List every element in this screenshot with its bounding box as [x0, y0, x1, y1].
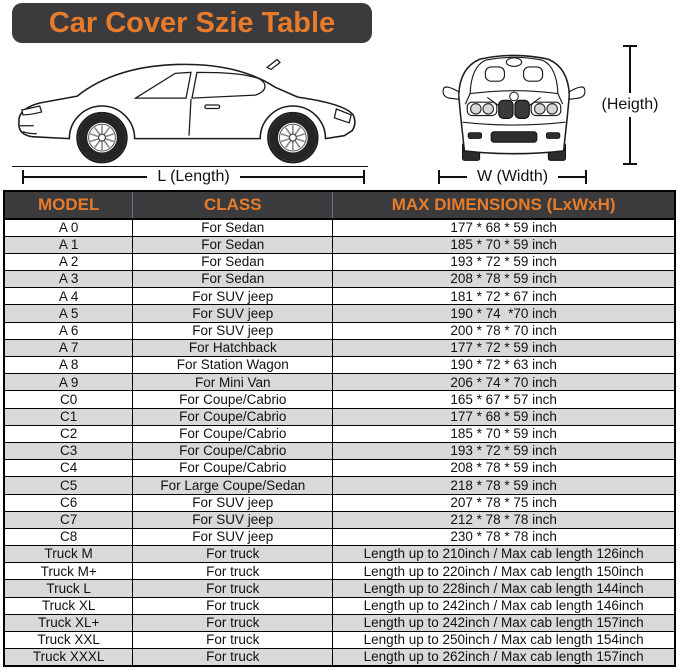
table-row: [4, 357, 675, 374]
table-row: [4, 236, 675, 253]
table-row: [4, 597, 675, 614]
page-title: Car Cover Szie Table: [48, 6, 336, 39]
table-row: [4, 271, 675, 288]
table-row: [4, 649, 675, 666]
class-cell: For Coupe/Cabrio: [133, 442, 333, 459]
model-cell: A 5: [4, 305, 133, 322]
dimension-tick-bottom: [623, 163, 637, 165]
table-row: [4, 391, 675, 408]
dimensions-cell: 208 * 78 * 59 inch: [333, 460, 675, 477]
size-table: [3, 190, 676, 667]
car-front-view-icon: [436, 44, 592, 168]
model-cell: C5: [4, 477, 133, 494]
class-cell: For SUV jeep: [133, 322, 333, 339]
class-cell: For Sedan: [133, 253, 333, 270]
model-cell: A 8: [4, 357, 133, 374]
dimensions-cell: 200 * 78 * 70 inch: [333, 322, 675, 339]
height-dimension: [585, 45, 675, 165]
dimensions-cell: 193 * 72 * 59 inch: [333, 253, 675, 270]
table-row: [4, 614, 675, 631]
size-table-body: [4, 219, 675, 666]
class-cell: For SUV jeep: [133, 528, 333, 545]
class-cell: For truck: [133, 632, 333, 649]
table-row: [4, 288, 675, 305]
class-cell: For truck: [133, 649, 333, 666]
title-banner: [12, 3, 372, 43]
dimension-line: [240, 176, 364, 178]
column-header-class: CLASS: [133, 191, 333, 219]
table-row: [4, 632, 675, 649]
class-cell: For Sedan: [133, 271, 333, 288]
model-cell: A 4: [4, 288, 133, 305]
dimensions-cell: Length up to 262inch / Max cab length 157inch: [333, 649, 675, 666]
model-cell: C1: [4, 408, 133, 425]
model-cell: A 1: [4, 236, 133, 253]
model-cell: Truck L: [4, 580, 133, 597]
table-row: [4, 494, 675, 511]
table-row: [4, 219, 675, 236]
class-cell: For Sedan: [133, 236, 333, 253]
table-row: [4, 322, 675, 339]
dimensions-cell: 177 * 68 * 59 inch: [333, 408, 675, 425]
dimensions-cell: 206 * 74 * 70 inch: [333, 374, 675, 391]
ground-line: [12, 166, 368, 167]
model-cell: A 7: [4, 339, 133, 356]
model-cell: C4: [4, 460, 133, 477]
model-cell: A 2: [4, 253, 133, 270]
dimensions-cell: 230 * 78 * 78 inch: [333, 528, 675, 545]
class-cell: For Large Coupe/Sedan: [133, 477, 333, 494]
dimensions-cell: Length up to 228inch / Max cab length 144inch: [333, 580, 675, 597]
dimensions-cell: 165 * 67 * 57 inch: [333, 391, 675, 408]
class-cell: For Coupe/Cabrio: [133, 425, 333, 442]
class-cell: For SUV jeep: [133, 288, 333, 305]
dimension-line: [558, 176, 585, 178]
dimension-line: [24, 176, 148, 178]
table-row: [4, 408, 675, 425]
dimensions-cell: 190 * 74 *70 inch: [333, 305, 675, 322]
table-row: [4, 477, 675, 494]
class-cell: For Station Wagon: [133, 357, 333, 374]
table-row: [4, 339, 675, 356]
dimension-tick-right: [363, 170, 365, 184]
table-header-row: [4, 191, 675, 219]
class-cell: For truck: [133, 580, 333, 597]
model-cell: A 3: [4, 271, 133, 288]
dimensions-cell: 177 * 68 * 59 inch: [333, 219, 675, 236]
table-row: [4, 374, 675, 391]
model-cell: C3: [4, 442, 133, 459]
table-row: [4, 305, 675, 322]
model-cell: Truck XL+: [4, 614, 133, 631]
class-cell: For truck: [133, 563, 333, 580]
model-cell: A 0: [4, 219, 133, 236]
car-side-view-icon: [12, 46, 368, 166]
table-row: [4, 563, 675, 580]
table-row: [4, 442, 675, 459]
table-row: [4, 528, 675, 545]
class-cell: For Coupe/Cabrio: [133, 460, 333, 477]
model-cell: C7: [4, 511, 133, 528]
column-header-max-dimensions: MAX DIMENSIONS (LxWxH): [333, 191, 675, 219]
model-cell: A 6: [4, 322, 133, 339]
width-label: W (Width): [476, 168, 549, 185]
table-row: [4, 580, 675, 597]
class-cell: For Mini Van: [133, 374, 333, 391]
class-cell: For truck: [133, 597, 333, 614]
class-cell: For SUV jeep: [133, 305, 333, 322]
table-row: [4, 253, 675, 270]
car-side-view-illustration: [12, 46, 368, 166]
dimensions-cell: 177 * 72 * 59 inch: [333, 339, 675, 356]
dimension-line: [440, 176, 467, 178]
table-row: [4, 425, 675, 442]
class-cell: For Coupe/Cabrio: [133, 408, 333, 425]
model-cell: C6: [4, 494, 133, 511]
table-row: [4, 511, 675, 528]
dimensions-cell: 212 * 78 * 78 inch: [333, 511, 675, 528]
class-cell: For SUV jeep: [133, 494, 333, 511]
dimension-line: [629, 47, 631, 93]
model-cell: Truck XXXL: [4, 649, 133, 666]
dimensions-cell: 181 * 72 * 67 inch: [333, 288, 675, 305]
model-cell: A 9: [4, 374, 133, 391]
dimensions-cell: 185 * 70 * 59 inch: [333, 236, 675, 253]
table-row: [4, 460, 675, 477]
dimensions-cell: Length up to 242inch / Max cab length 157inch: [333, 614, 675, 631]
table-row: [4, 546, 675, 563]
model-cell: C0: [4, 391, 133, 408]
width-dimension: [438, 169, 587, 185]
dimensions-cell: Length up to 242inch / Max cab length 146inch: [333, 597, 675, 614]
class-cell: For Coupe/Cabrio: [133, 391, 333, 408]
model-cell: Truck XXL: [4, 632, 133, 649]
class-cell: For SUV jeep: [133, 511, 333, 528]
model-cell: C8: [4, 528, 133, 545]
model-cell: Truck M: [4, 546, 133, 563]
class-cell: For truck: [133, 614, 333, 631]
model-cell: Truck XL: [4, 597, 133, 614]
dimensions-cell: Length up to 210inch / Max cab length 126inch: [333, 546, 675, 563]
dimensions-cell: 218 * 78 * 59 inch: [333, 477, 675, 494]
dimensions-cell: 193 * 72 * 59 inch: [333, 442, 675, 459]
length-dimension: [22, 169, 365, 185]
column-header-model: MODEL: [4, 191, 133, 219]
dimensions-cell: Length up to 250inch / Max cab length 154inch: [333, 632, 675, 649]
dimensions-cell: 190 * 72 * 63 inch: [333, 357, 675, 374]
dimensions-cell: 185 * 70 * 59 inch: [333, 425, 675, 442]
dimensions-cell: 208 * 78 * 59 inch: [333, 271, 675, 288]
length-label: L (Length): [157, 168, 230, 185]
class-cell: For Hatchback: [133, 339, 333, 356]
class-cell: For truck: [133, 546, 333, 563]
class-cell: For Sedan: [133, 219, 333, 236]
height-label: (Heigth): [601, 96, 659, 113]
car-front-view-illustration: [436, 44, 592, 168]
dimension-tick-right: [585, 170, 587, 184]
dimension-line: [629, 117, 631, 163]
dimensions-cell: 207 * 78 * 75 inch: [333, 494, 675, 511]
model-cell: Truck M+: [4, 563, 133, 580]
model-cell: C2: [4, 425, 133, 442]
dimensions-cell: Length up to 220inch / Max cab length 150inch: [333, 563, 675, 580]
